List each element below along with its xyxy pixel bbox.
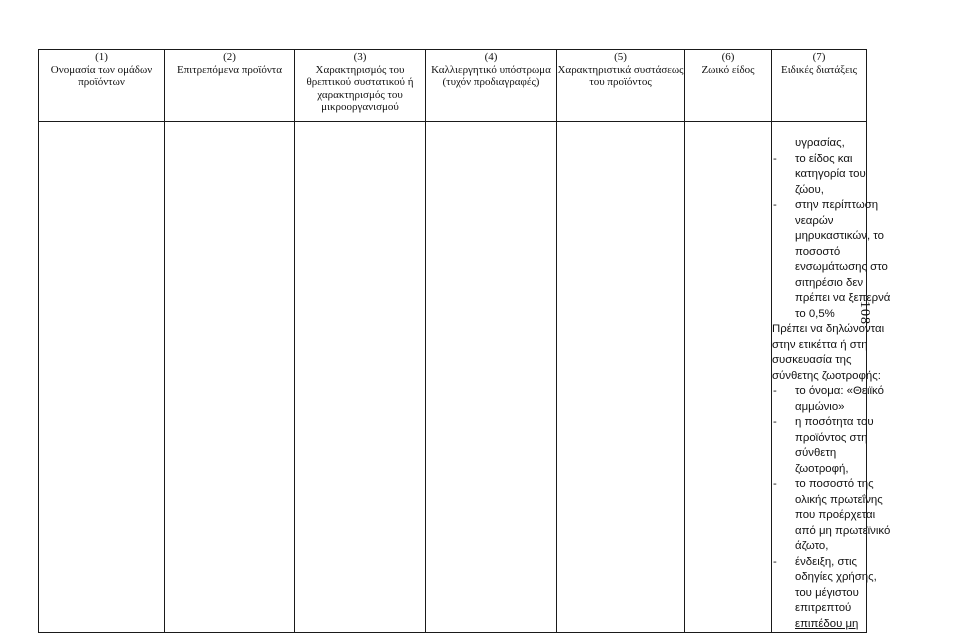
provision-line: επιπέδου μη (795, 617, 859, 630)
header-label: Χαρακτηριστικά συστάσεως του προϊόντος (557, 63, 684, 88)
specifications-table (38, 49, 891, 633)
header-number: (7) (812, 51, 826, 63)
header-col-4 (426, 50, 557, 122)
cell-animal-species (685, 122, 772, 633)
header-col-1 (39, 50, 165, 122)
provision-line: υγρασίας, (795, 137, 845, 149)
provision-line: προϊόντος στη (795, 431, 868, 444)
provision-line: μηρυκαστικών, το (795, 230, 884, 242)
header-number: (6) (721, 51, 735, 63)
cell-product-group (39, 122, 165, 633)
provision-line: αμμώνιο» (795, 400, 845, 413)
header-label: Ονομασία των ομάδων προϊόντων (50, 63, 153, 88)
header-label: Επιτρεπόμενα προϊόντα (177, 63, 282, 76)
table-header-row (39, 50, 867, 122)
header-number: (1) (95, 51, 108, 63)
provision-line: πρέπει να ξεπερνά (795, 292, 891, 304)
header-col-3 (295, 50, 426, 122)
header-label: Χαρακτηρισμός του θρεπτικού συστατικού ή χαρακτηρισμός του μικροοργανισμού (306, 63, 414, 113)
provision-line: το 0,5% (795, 307, 835, 320)
provision-line: συσκευασία της (772, 354, 852, 366)
header-label: Ζωικό είδος (701, 63, 755, 76)
provision-bullet-line: - ένδειξη, στις (772, 555, 866, 571)
provision-line: σύνθετης ζωοτροφής: (772, 369, 881, 382)
provision-line: κατηγορία του (795, 168, 866, 180)
provision-line: που προέρχεται (795, 509, 876, 521)
provision-bullet-line: - το ποσοστό της (772, 477, 866, 493)
header-number: (2) (223, 51, 236, 63)
provision-line: στην ετικέττα ή στη (772, 338, 868, 351)
provision-line: Πρέπει να δηλώνονται (772, 323, 885, 335)
header-number: (3) (353, 51, 367, 63)
provision-line: ζώου, (795, 183, 824, 196)
provision-line: από μη πρωτεϊνικό (795, 524, 891, 537)
page-number-text: 108 (857, 301, 872, 325)
cell-culture-substrate (426, 122, 557, 633)
provision-line: του μέγιστου (795, 586, 859, 599)
provision-line: σύνθετη (795, 447, 837, 459)
page-number (856, 301, 872, 325)
cell-composition (557, 122, 685, 633)
header-number: (4) (484, 51, 498, 63)
provision-line: οδηγίες χρήσης, (795, 571, 877, 583)
header-number: (5) (614, 51, 627, 63)
provision-line: άζωτο, (795, 540, 829, 552)
header-label: Ειδικές διατάξεις (780, 63, 858, 76)
header-col-2 (165, 50, 295, 122)
provision-bullet-line: - το είδος και (772, 152, 866, 168)
provision-line: ποσοστό (795, 245, 841, 258)
provision-line: σιτηρέσιο δεν (795, 276, 864, 289)
provision-line: ενσωμάτωσης στο (795, 261, 888, 273)
cell-permitted-products (165, 122, 295, 633)
header-col-5 (557, 50, 685, 122)
provision-bullet-line: - το όνομα: «Θειϊκό (772, 384, 866, 400)
header-col-7 (772, 50, 867, 122)
header-label: Καλλιεργητικό υπόστρωμα (τυχόν προδιαγραφές) (431, 63, 551, 88)
header-col-6 (685, 50, 772, 122)
cell-nutrient-designation (295, 122, 426, 633)
provision-bullet-line: - η ποσότητα του (772, 415, 866, 431)
table-body-row (39, 122, 867, 633)
provision-bullet-line: - στην περίπτωση (772, 198, 866, 214)
cell-special-provisions (772, 122, 891, 633)
provision-line: νεαρών (795, 214, 834, 227)
provision-line: επιτρεπτού (795, 602, 852, 614)
provision-line: ζωοτροφή, (795, 462, 849, 475)
provision-line: ολικής πρωτεΐνης (795, 493, 883, 506)
